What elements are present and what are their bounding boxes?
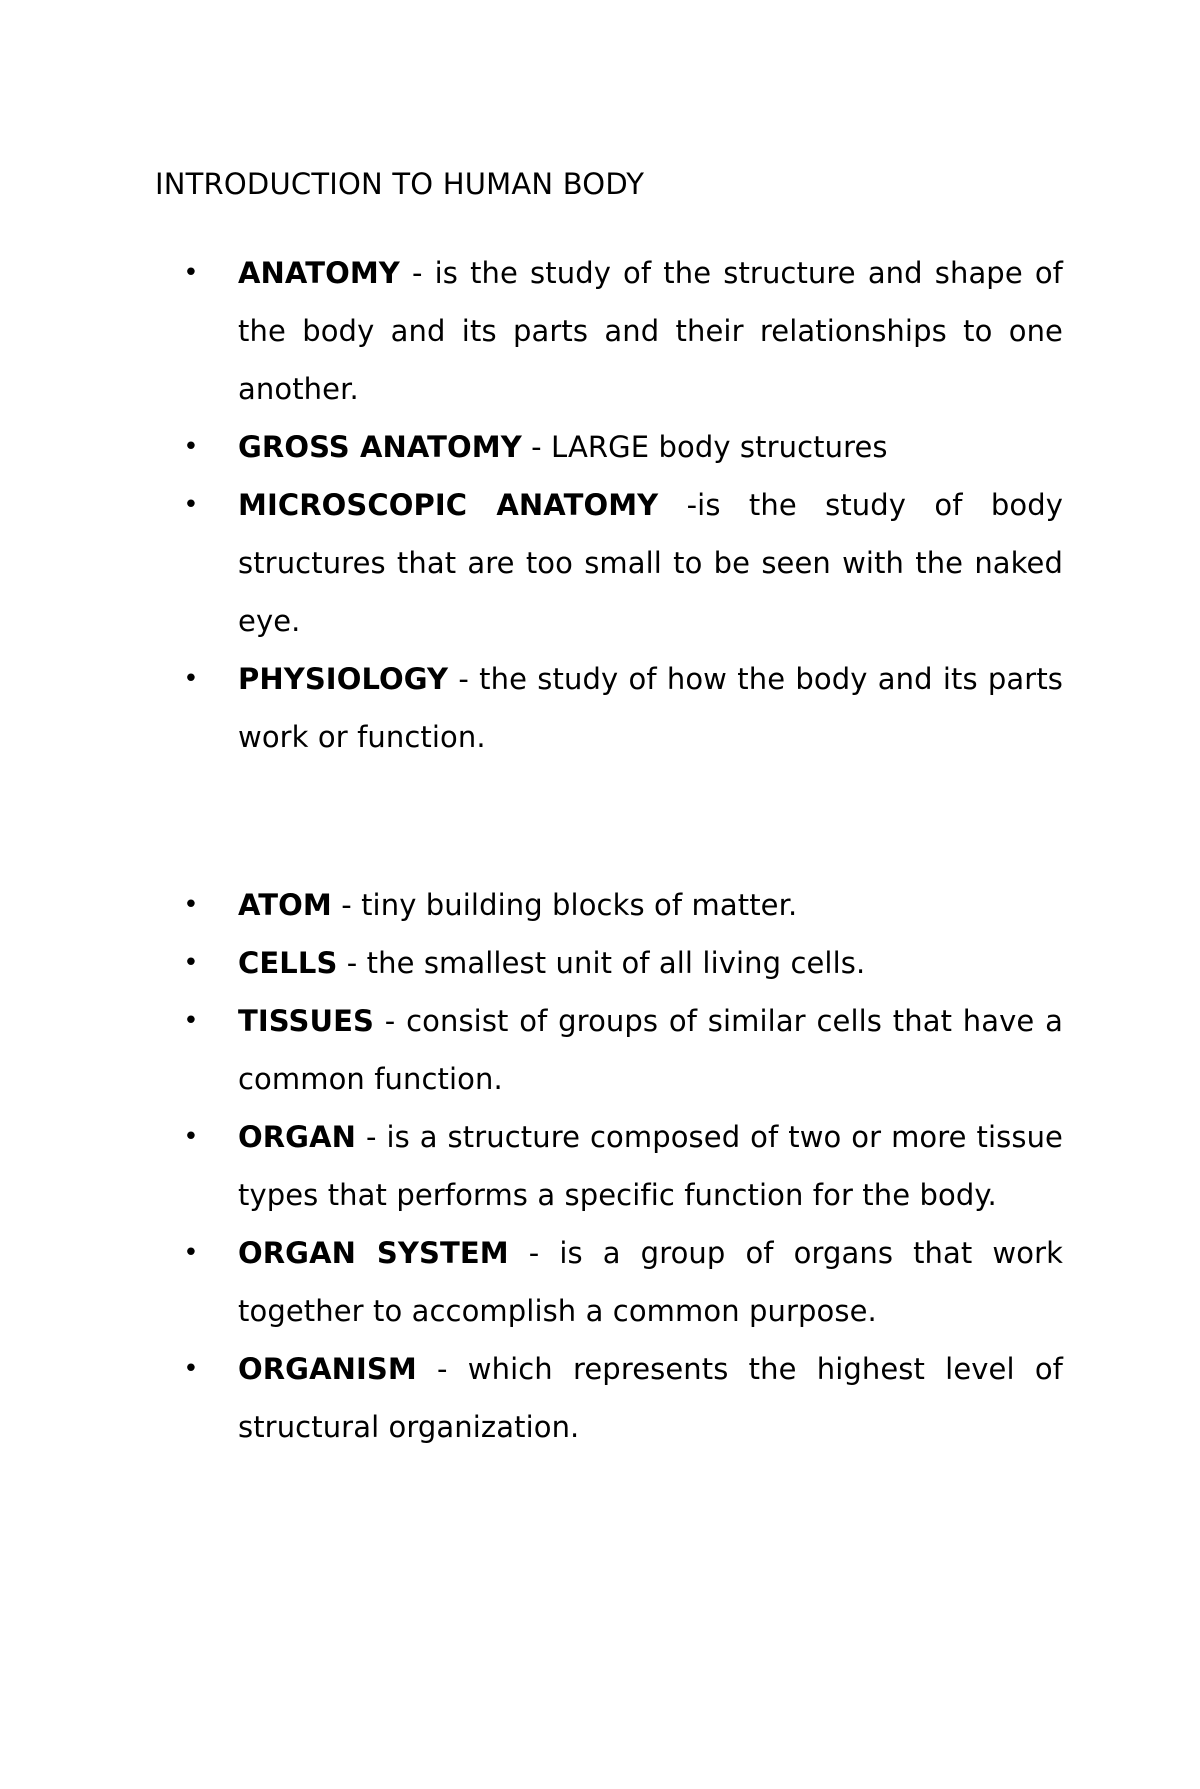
- bullet-icon: •: [183, 1354, 199, 1384]
- term-definition: - is a structure composed of two or more tissue types that performs a specific function for the body.: [238, 1120, 1063, 1212]
- term-definition: - consist of groups of similar cells that have a common function.: [238, 1004, 1063, 1096]
- term-label: ORGANISM: [238, 1352, 417, 1386]
- list-item-organ: [183, 1108, 1063, 1224]
- term-definition: - LARGE body structures: [521, 430, 888, 464]
- term-definition: - is a group of organs that work together to accomplish a common purpose.: [238, 1236, 1063, 1328]
- term-label: GROSS ANATOMY: [238, 430, 522, 464]
- list-item-gross-anatomy: [183, 418, 1063, 476]
- term-label: MICROSCOPIC ANATOMY: [238, 488, 659, 522]
- list-item-anatomy: [183, 244, 1063, 418]
- term-label: TISSUES: [238, 1004, 374, 1038]
- bullet-icon: •: [183, 1006, 199, 1036]
- organization-levels-list: [0, 876, 1200, 1456]
- list-item-atom: [183, 876, 1063, 934]
- term-label: PHYSIOLOGY: [238, 662, 449, 696]
- bullet-icon: •: [183, 948, 199, 978]
- list-item-microscopic-anatomy: [183, 476, 1063, 650]
- document-title: INTRODUCTION TO HUMAN BODY: [155, 167, 645, 201]
- term-definition: - which represents the highest level of structural organization.: [238, 1352, 1063, 1444]
- list-item-cells: [183, 934, 1063, 992]
- bullet-icon: •: [183, 1122, 199, 1152]
- bullet-icon: •: [183, 664, 199, 694]
- term-definition: -is the study of body structures that are too small to be seen with the naked eye.: [238, 488, 1063, 638]
- list-item-organism: [183, 1340, 1063, 1456]
- term-definition: - the study of how the body and its parts work or function.: [238, 662, 1063, 754]
- term-label: ORGAN: [238, 1120, 357, 1154]
- term-label: ORGAN SYSTEM: [238, 1236, 509, 1270]
- bullet-icon: •: [183, 490, 199, 520]
- bullet-icon: •: [183, 258, 199, 288]
- term-definition: - the smallest unit of all living cells.: [337, 946, 866, 980]
- bullet-icon: •: [183, 890, 199, 920]
- anatomy-definitions-list: [0, 244, 1200, 766]
- term-definition: - tiny building blocks of matter.: [331, 888, 798, 922]
- bullet-icon: •: [183, 1238, 199, 1268]
- bullet-icon: •: [183, 432, 199, 462]
- list-item-physiology: [183, 650, 1063, 766]
- list-item-organ-system: [183, 1224, 1063, 1340]
- list-item-tissues: [183, 992, 1063, 1108]
- term-label: CELLS: [238, 946, 338, 980]
- term-label: ANATOMY: [238, 256, 400, 290]
- term-label: ATOM: [238, 888, 332, 922]
- term-definition: - is the study of the structure and shape of the body and its parts and their relationships to one another.: [238, 256, 1063, 406]
